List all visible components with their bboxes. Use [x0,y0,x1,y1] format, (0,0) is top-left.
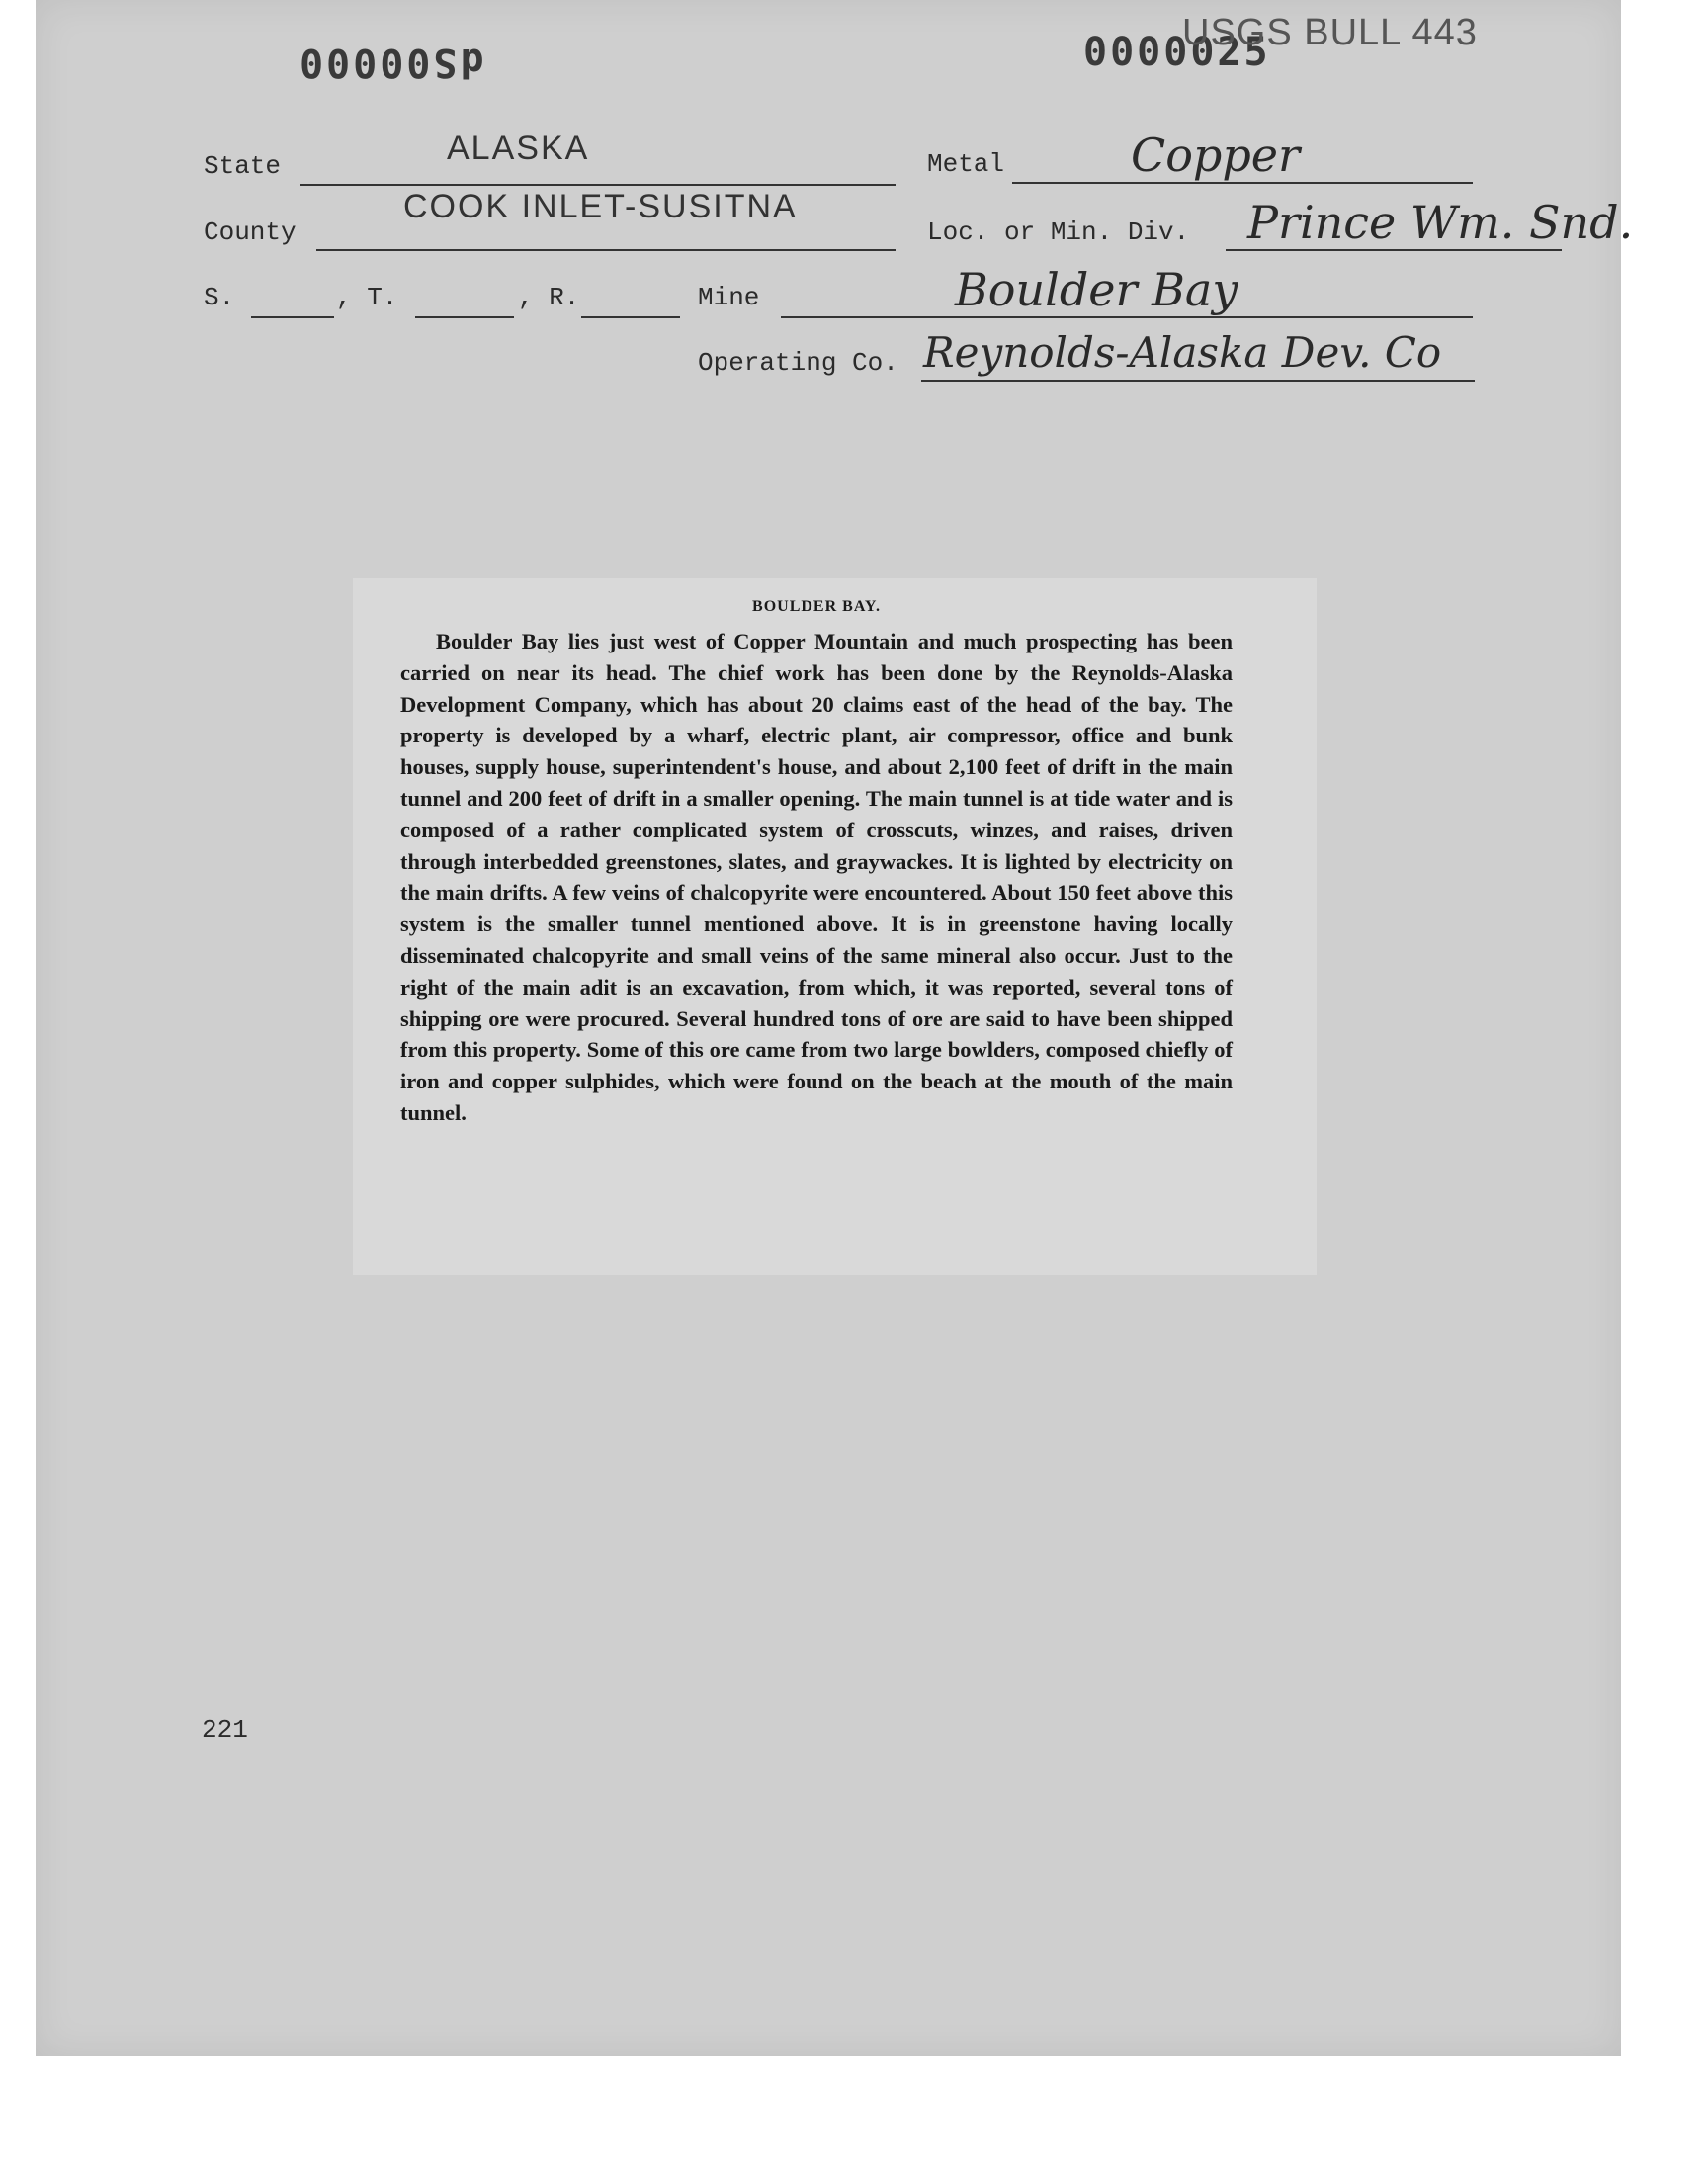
mine-value: Boulder Bay [955,263,1238,316]
mine-label: Mine [698,283,760,312]
metal-label: Metal [927,149,1005,179]
mine-underline [781,316,1473,318]
metal-underline [1012,182,1473,184]
township-label: , T. [336,283,398,312]
county-value: COOK INLET-SUSITNA [403,188,798,225]
operating-company-underline [921,380,1475,382]
range-label: , R. [518,283,580,312]
clipping-body: Boulder Bay lies just west of Copper Mountain and much prospecting has been carried on near its head. The chief work has been done by the Reynolds-Alaska Development Company, which has about 20 claims east of the head of the bay. The property is developed by a wharf, electric plant, air compressor, office and bunk houses, supply house, superintendent's house, and about 2,100 feet of drift in the main tunnel and 200 feet of drift in a smaller opening. The main tunnel is at tide water and is composed of a rather complicated system of crosscuts, winzes, and raises, driven through interbedded greenstones, slates, and graywackes. It is lighted by electricity on the main drifts. A few veins of chalcopyrite were encountered. About 150 feet above this system is the smaller tunnel mentioned above. It is in greenstone having locally disseminated chalcopyrite and small veins of the same mineral also occur. Just to the right of the main adit is an excavation, from which, it was reported, several tons of shipping ore were procured. Several hundred tons of ore are said to have been shipped from this property. Some of this ore came from two large bowlders, composed chiefly of iron and copper sulphides, which were found on the beach at the mouth of the main tunnel. [400,629,1233,1125]
location-division-underline [1226,249,1562,251]
metal-value: Copper [1131,129,1300,182]
page-number: 221 [202,1715,248,1745]
location-division-value: Prince Wm. Snd. [1247,196,1634,249]
operating-company-value: Reynolds-Alaska Dev. Co [923,328,1442,377]
township-underline [415,316,514,318]
state-value: ALASKA [447,130,590,167]
county-label: County [204,218,297,247]
bulletin-reference: USGS BULL 443 [1182,12,1478,53]
location-division-label: Loc. or Min. Div. [927,218,1190,247]
report-clipping [353,578,1317,1275]
county-underline [316,249,896,251]
state-label: State [204,151,282,181]
section-label: S. [204,283,235,312]
section-underline [251,316,334,318]
range-underline [581,316,680,318]
top-right-stamp-number: 0000025 [1083,30,1271,75]
clipping-title: BOULDER BAY. [752,598,881,615]
operating-company-label: Operating Co. [698,348,898,378]
top-left-stamp-number: dS00000 [297,40,484,85]
state-underline [300,184,896,186]
